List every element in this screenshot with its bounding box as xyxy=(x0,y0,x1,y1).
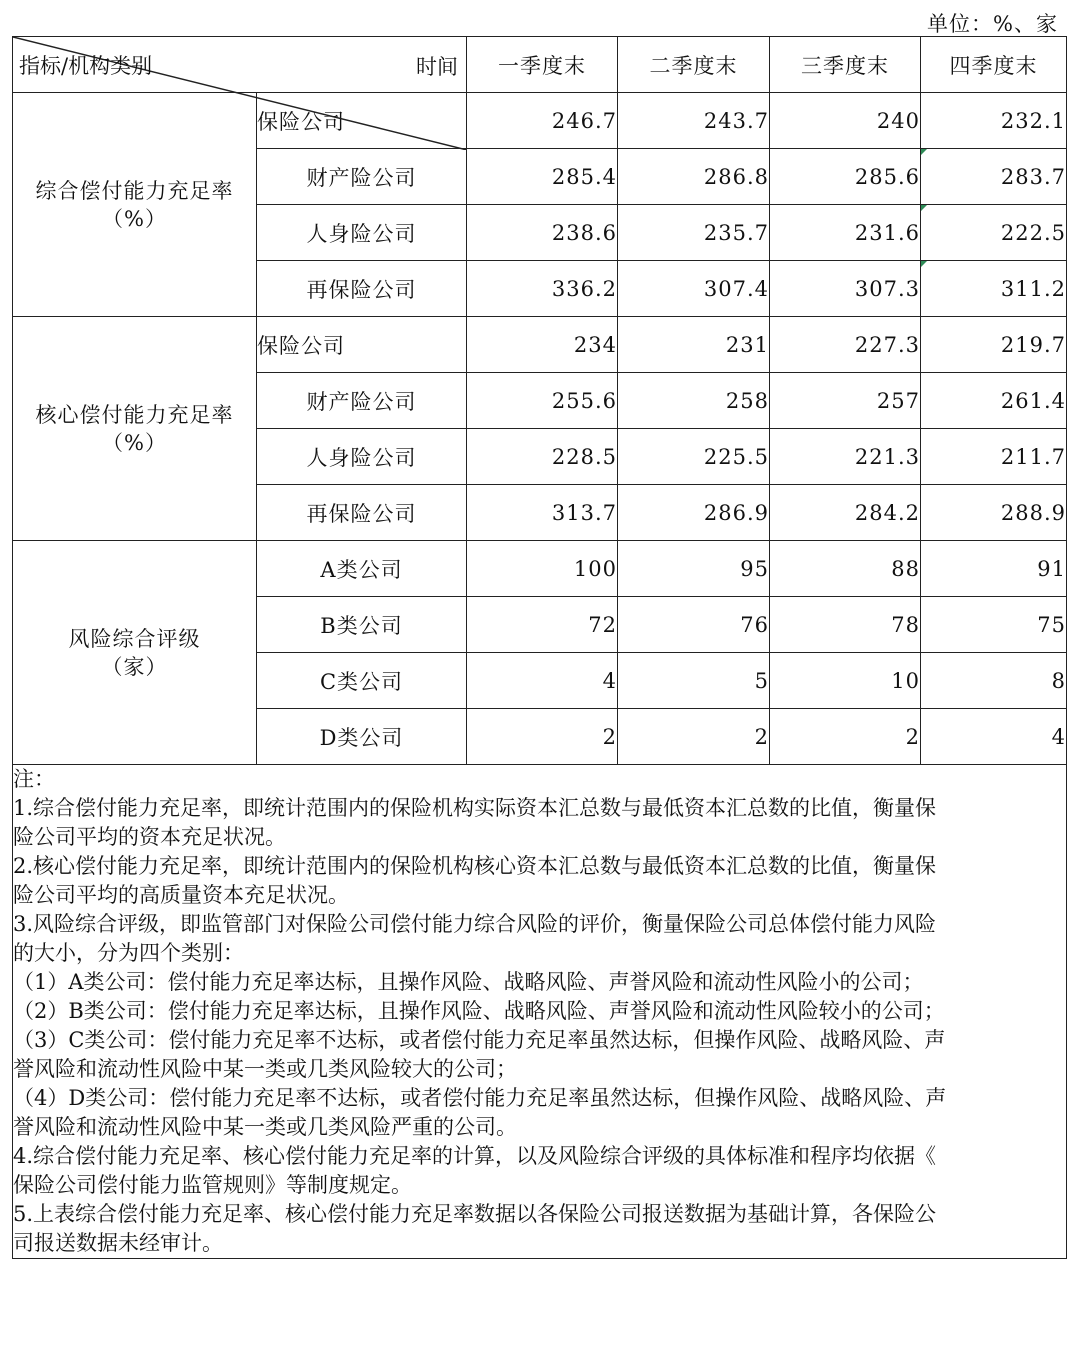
value-cell: 255.6 xyxy=(467,373,618,429)
value-cell: 286.8 xyxy=(618,149,770,205)
row-label: D类公司 xyxy=(257,709,467,765)
note-line: （1）A类公司：偿付能力充足率达标，且操作风险、战略风险、声誉风险和流动性风险小的公司； xyxy=(13,970,924,994)
value-cell: 222.5 xyxy=(921,205,1067,261)
value-cell: 2 xyxy=(770,709,921,765)
value-cell: 285.4 xyxy=(467,149,618,205)
row-label: C类公司 xyxy=(257,653,467,709)
row-label: 人身险公司 xyxy=(257,429,467,485)
note-line: 险公司平均的资本充足状况。 xyxy=(13,825,286,849)
value-cell: 258 xyxy=(618,373,770,429)
value-cell: 285.6 xyxy=(770,149,921,205)
value-cell: 288.9 xyxy=(921,485,1067,541)
row-label: 再保险公司 xyxy=(257,485,467,541)
note-line: 誉风险和流动性风险中某一类或几类风险严重的公司。 xyxy=(13,1115,517,1139)
value-cell: 240 xyxy=(770,93,921,149)
note-line: 3.风险综合评级，即监管部门对保险公司偿付能力综合风险的评价，衡量保险公司总体偿付能力风险 xyxy=(13,912,937,936)
value-cell: 2 xyxy=(618,709,770,765)
value-cell: 100 xyxy=(467,541,618,597)
value-cell: 75 xyxy=(921,597,1067,653)
value-cell: 221.3 xyxy=(770,429,921,485)
solvency-table xyxy=(12,36,1067,1259)
row-label: 财产险公司 xyxy=(257,149,467,205)
notes-title: 注： xyxy=(13,767,55,791)
table-row xyxy=(13,541,1067,597)
group-cell-core xyxy=(13,317,257,541)
note-line: 2.核心偿付能力充足率，即统计范围内的保险机构核心资本汇总数与最低资本汇总数的比值，衡量保 xyxy=(13,854,937,878)
quarter-header-q3: 三季度末 xyxy=(770,37,921,93)
group-label: 综合偿付能力充足率 xyxy=(35,178,234,203)
value-cell: 91 xyxy=(921,541,1067,597)
note-line: 险公司平均的高质量资本充足状况。 xyxy=(13,883,349,907)
note-line: 的大小，分为四个类别： xyxy=(13,941,244,965)
value-cell: 336.2 xyxy=(467,261,618,317)
value-cell: 88 xyxy=(770,541,921,597)
value-cell: 234 xyxy=(467,317,618,373)
unit-label: 单位：%、家 xyxy=(927,12,1058,36)
value-cell: 78 xyxy=(770,597,921,653)
notes-row xyxy=(13,765,1067,1259)
value-cell: 313.7 xyxy=(467,485,618,541)
value-cell: 228.5 xyxy=(467,429,618,485)
value-cell: 4 xyxy=(921,709,1067,765)
group-label: 核心偿付能力充足率 xyxy=(35,402,234,427)
value-cell: 2 xyxy=(467,709,618,765)
header-row xyxy=(13,37,1067,93)
value-cell: 10 xyxy=(770,653,921,709)
value-cell: 72 xyxy=(467,597,618,653)
note-line: （4）D类公司：偿付能力充足率不达标，或者偿付能力充足率虽然达标，但操作风险、战略风险、声 xyxy=(13,1086,947,1110)
value-cell: 283.7 xyxy=(921,149,1067,205)
value-cell: 307.4 xyxy=(618,261,770,317)
value-cell: 311.2 xyxy=(921,261,1067,317)
value-cell: 5 xyxy=(618,653,770,709)
note-line: 誉风险和流动性风险中某一类或几类风险较大的公司； xyxy=(13,1057,517,1081)
row-label: 财产险公司 xyxy=(257,373,467,429)
row-label: 保险公司 xyxy=(257,93,467,149)
value-cell: 261.4 xyxy=(921,373,1067,429)
table-row xyxy=(13,317,1067,373)
value-cell: 307.3 xyxy=(770,261,921,317)
row-label: B类公司 xyxy=(257,597,467,653)
group-unit: （%） xyxy=(102,430,167,455)
note-line: 司报送数据未经审计。 xyxy=(13,1231,223,1255)
quarter-header-q2: 二季度末 xyxy=(618,37,770,93)
value-cell: 4 xyxy=(467,653,618,709)
value-cell: 286.9 xyxy=(618,485,770,541)
group-unit: （家） xyxy=(101,654,168,679)
row-label: 保险公司 xyxy=(257,317,467,373)
value-cell: 227.3 xyxy=(770,317,921,373)
note-line: 5.上表综合偿付能力充足率、核心偿付能力充足率数据以各保险公司报送数据为基础计算，各保险公 xyxy=(13,1202,937,1226)
indicator-label: 指标/机构类别 xyxy=(19,54,153,78)
group-unit: （%） xyxy=(102,206,167,231)
time-label: 时间 xyxy=(416,55,458,79)
note-line: （2）B类公司：偿付能力充足率达标，且操作风险、战略风险、声誉风险和流动性风险较小的公司； xyxy=(13,999,945,1023)
value-cell: 219.7 xyxy=(921,317,1067,373)
value-cell: 8 xyxy=(921,653,1067,709)
value-cell: 232.1 xyxy=(921,93,1067,149)
note-line: 保险公司偿付能力监管规则》等制度规定。 xyxy=(13,1173,412,1197)
group-cell-risk-rating xyxy=(13,541,257,765)
note-line: （3）C类公司：偿付能力充足率不达标，或者偿付能力充足率虽然达标，但操作风险、战略风险、声 xyxy=(13,1028,946,1052)
value-cell: 225.5 xyxy=(618,429,770,485)
row-label: 再保险公司 xyxy=(257,261,467,317)
group-label: 风险综合评级 xyxy=(68,626,201,651)
row-label: A类公司 xyxy=(257,541,467,597)
note-line: 4.综合偿付能力充足率、核心偿付能力充足率的计算，以及风险综合评级的具体标准和程序均依据《 xyxy=(13,1144,937,1168)
value-cell: 243.7 xyxy=(618,93,770,149)
value-cell: 246.7 xyxy=(467,93,618,149)
value-cell: 95 xyxy=(618,541,770,597)
value-cell: 238.6 xyxy=(467,205,618,261)
value-cell: 76 xyxy=(618,597,770,653)
quarter-header-q1: 一季度末 xyxy=(467,37,618,93)
note-line: 1.综合偿付能力充足率，即统计范围内的保险机构实际资本汇总数与最低资本汇总数的比值，衡量保 xyxy=(13,796,937,820)
value-cell: 257 xyxy=(770,373,921,429)
value-cell: 231.6 xyxy=(770,205,921,261)
notes-cell xyxy=(13,765,1067,1259)
value-cell: 284.2 xyxy=(770,485,921,541)
row-label: 人身险公司 xyxy=(257,205,467,261)
quarter-header-q4: 四季度末 xyxy=(921,37,1067,93)
value-cell: 235.7 xyxy=(618,205,770,261)
value-cell: 211.7 xyxy=(921,429,1067,485)
corner-header-cell xyxy=(13,37,467,93)
value-cell: 231 xyxy=(618,317,770,373)
